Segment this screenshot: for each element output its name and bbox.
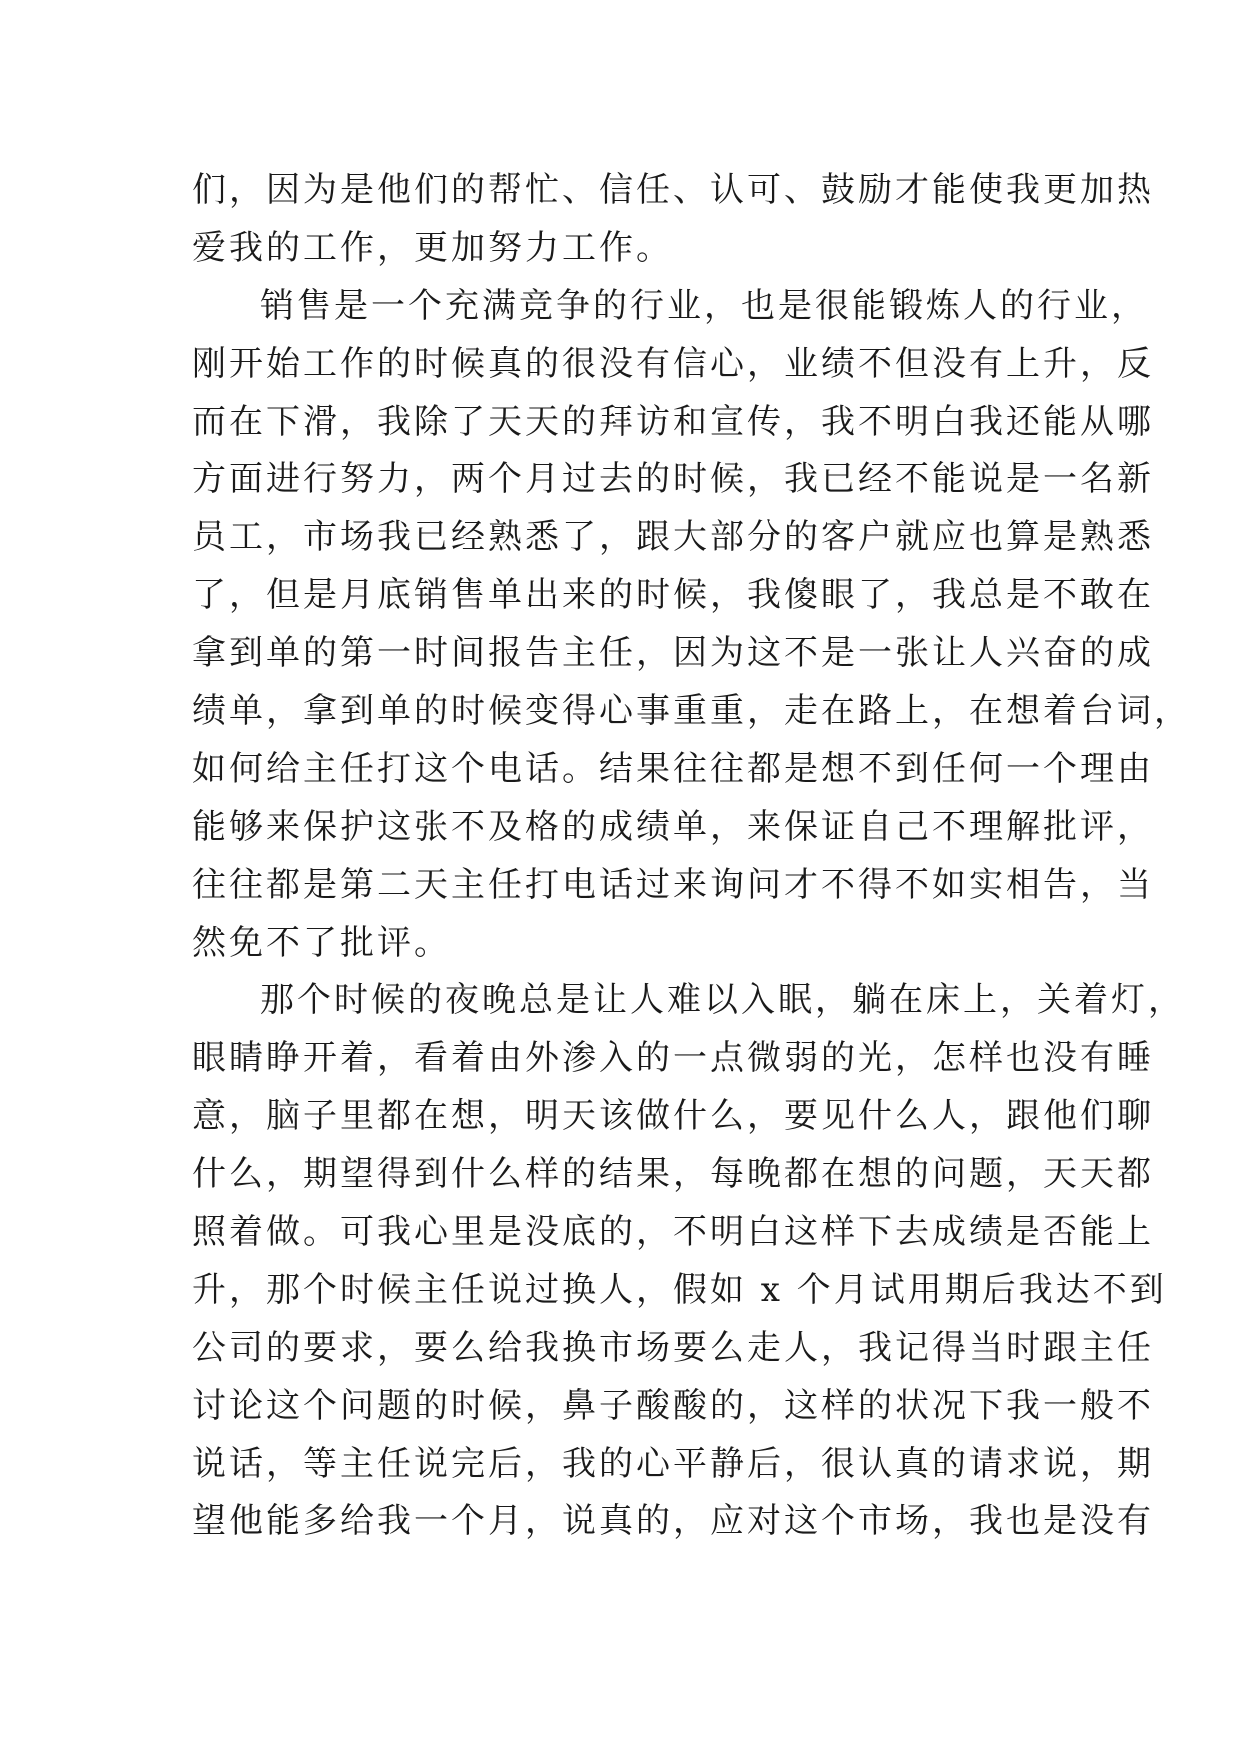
text-line: 意，脑子里都在想，明天该做什么，要见什么人，跟他们聊 — [192, 1096, 1154, 1137]
text-line: 说话，等主任说完后，我的心平静后，很认真的请求说，期 — [192, 1443, 1154, 1484]
text-line: 往往都是第二天主任打电话过来询问才不得不如实相告，当 — [192, 864, 1154, 905]
text-line: 刚开始工作的时候真的很没有信心，业绩不但没有上升，反 — [192, 343, 1154, 384]
text-line: 如何给主任打这个电话。结果往往都是想不到任何一个理由 — [192, 748, 1154, 789]
paragraph-first-line: 那个时候的夜晚总是让人难以入眠，躺在床上，关着灯， — [260, 980, 1185, 1021]
text-line: 能够来保护这张不及格的成绩单，来保证自己不理解批评， — [192, 806, 1154, 847]
text-line: 方面进行努力，两个月过去的时候，我已经不能说是一名新 — [192, 459, 1154, 500]
text-line: 然免不了批评。 — [192, 922, 451, 963]
text-line: 绩单，拿到单的时候变得心事重重，走在路上，在想着台词， — [192, 691, 1191, 732]
text-line: 员工，市场我已经熟悉了，跟大部分的客户就应也算是熟悉 — [192, 517, 1154, 558]
paragraph-first-line: 销售是一个充满竞争的行业，也是很能锻炼人的行业， — [260, 285, 1148, 326]
text-line: 什么，期望得到什么样的结果，每晚都在想的问题，天天都 — [192, 1154, 1154, 1195]
text-line: 了，但是月底销售单出来的时候，我傻眼了，我总是不敢在 — [192, 575, 1154, 616]
text-line: 望他能多给我一个月，说真的，应对这个市场，我也是没有 — [192, 1501, 1154, 1542]
text-line: 眼睛睁开着，看着由外渗入的一点微弱的光，怎样也没有睡 — [192, 1038, 1154, 1079]
text-line: 公司的要求，要么给我换市场要么走人，我记得当时跟主任 — [192, 1327, 1154, 1368]
document-body — [192, 162, 1191, 1551]
text-line: 们，因为是他们的帮忙、信任、认可、鼓励才能使我更加热 — [192, 170, 1154, 210]
text-line: 照着做。可我心里是没底的，不明白这样下去成绩是否能上 — [192, 1212, 1154, 1253]
text-line: 升，那个时候主任说过换人，假如 x 个月试用期后我达不到 — [192, 1269, 1167, 1310]
text-line: 讨论这个问题的时候，鼻子酸酸的，这样的状况下我一般不 — [192, 1385, 1154, 1426]
text-line: 而在下滑，我除了天天的拜访和宣传，我不明白我还能从哪 — [192, 401, 1154, 442]
text-line: 拿到单的第一时间报告主任，因为这不是一张让人兴奋的成 — [192, 633, 1154, 674]
text-line: 爱我的工作，更加努力工作。 — [192, 227, 673, 268]
